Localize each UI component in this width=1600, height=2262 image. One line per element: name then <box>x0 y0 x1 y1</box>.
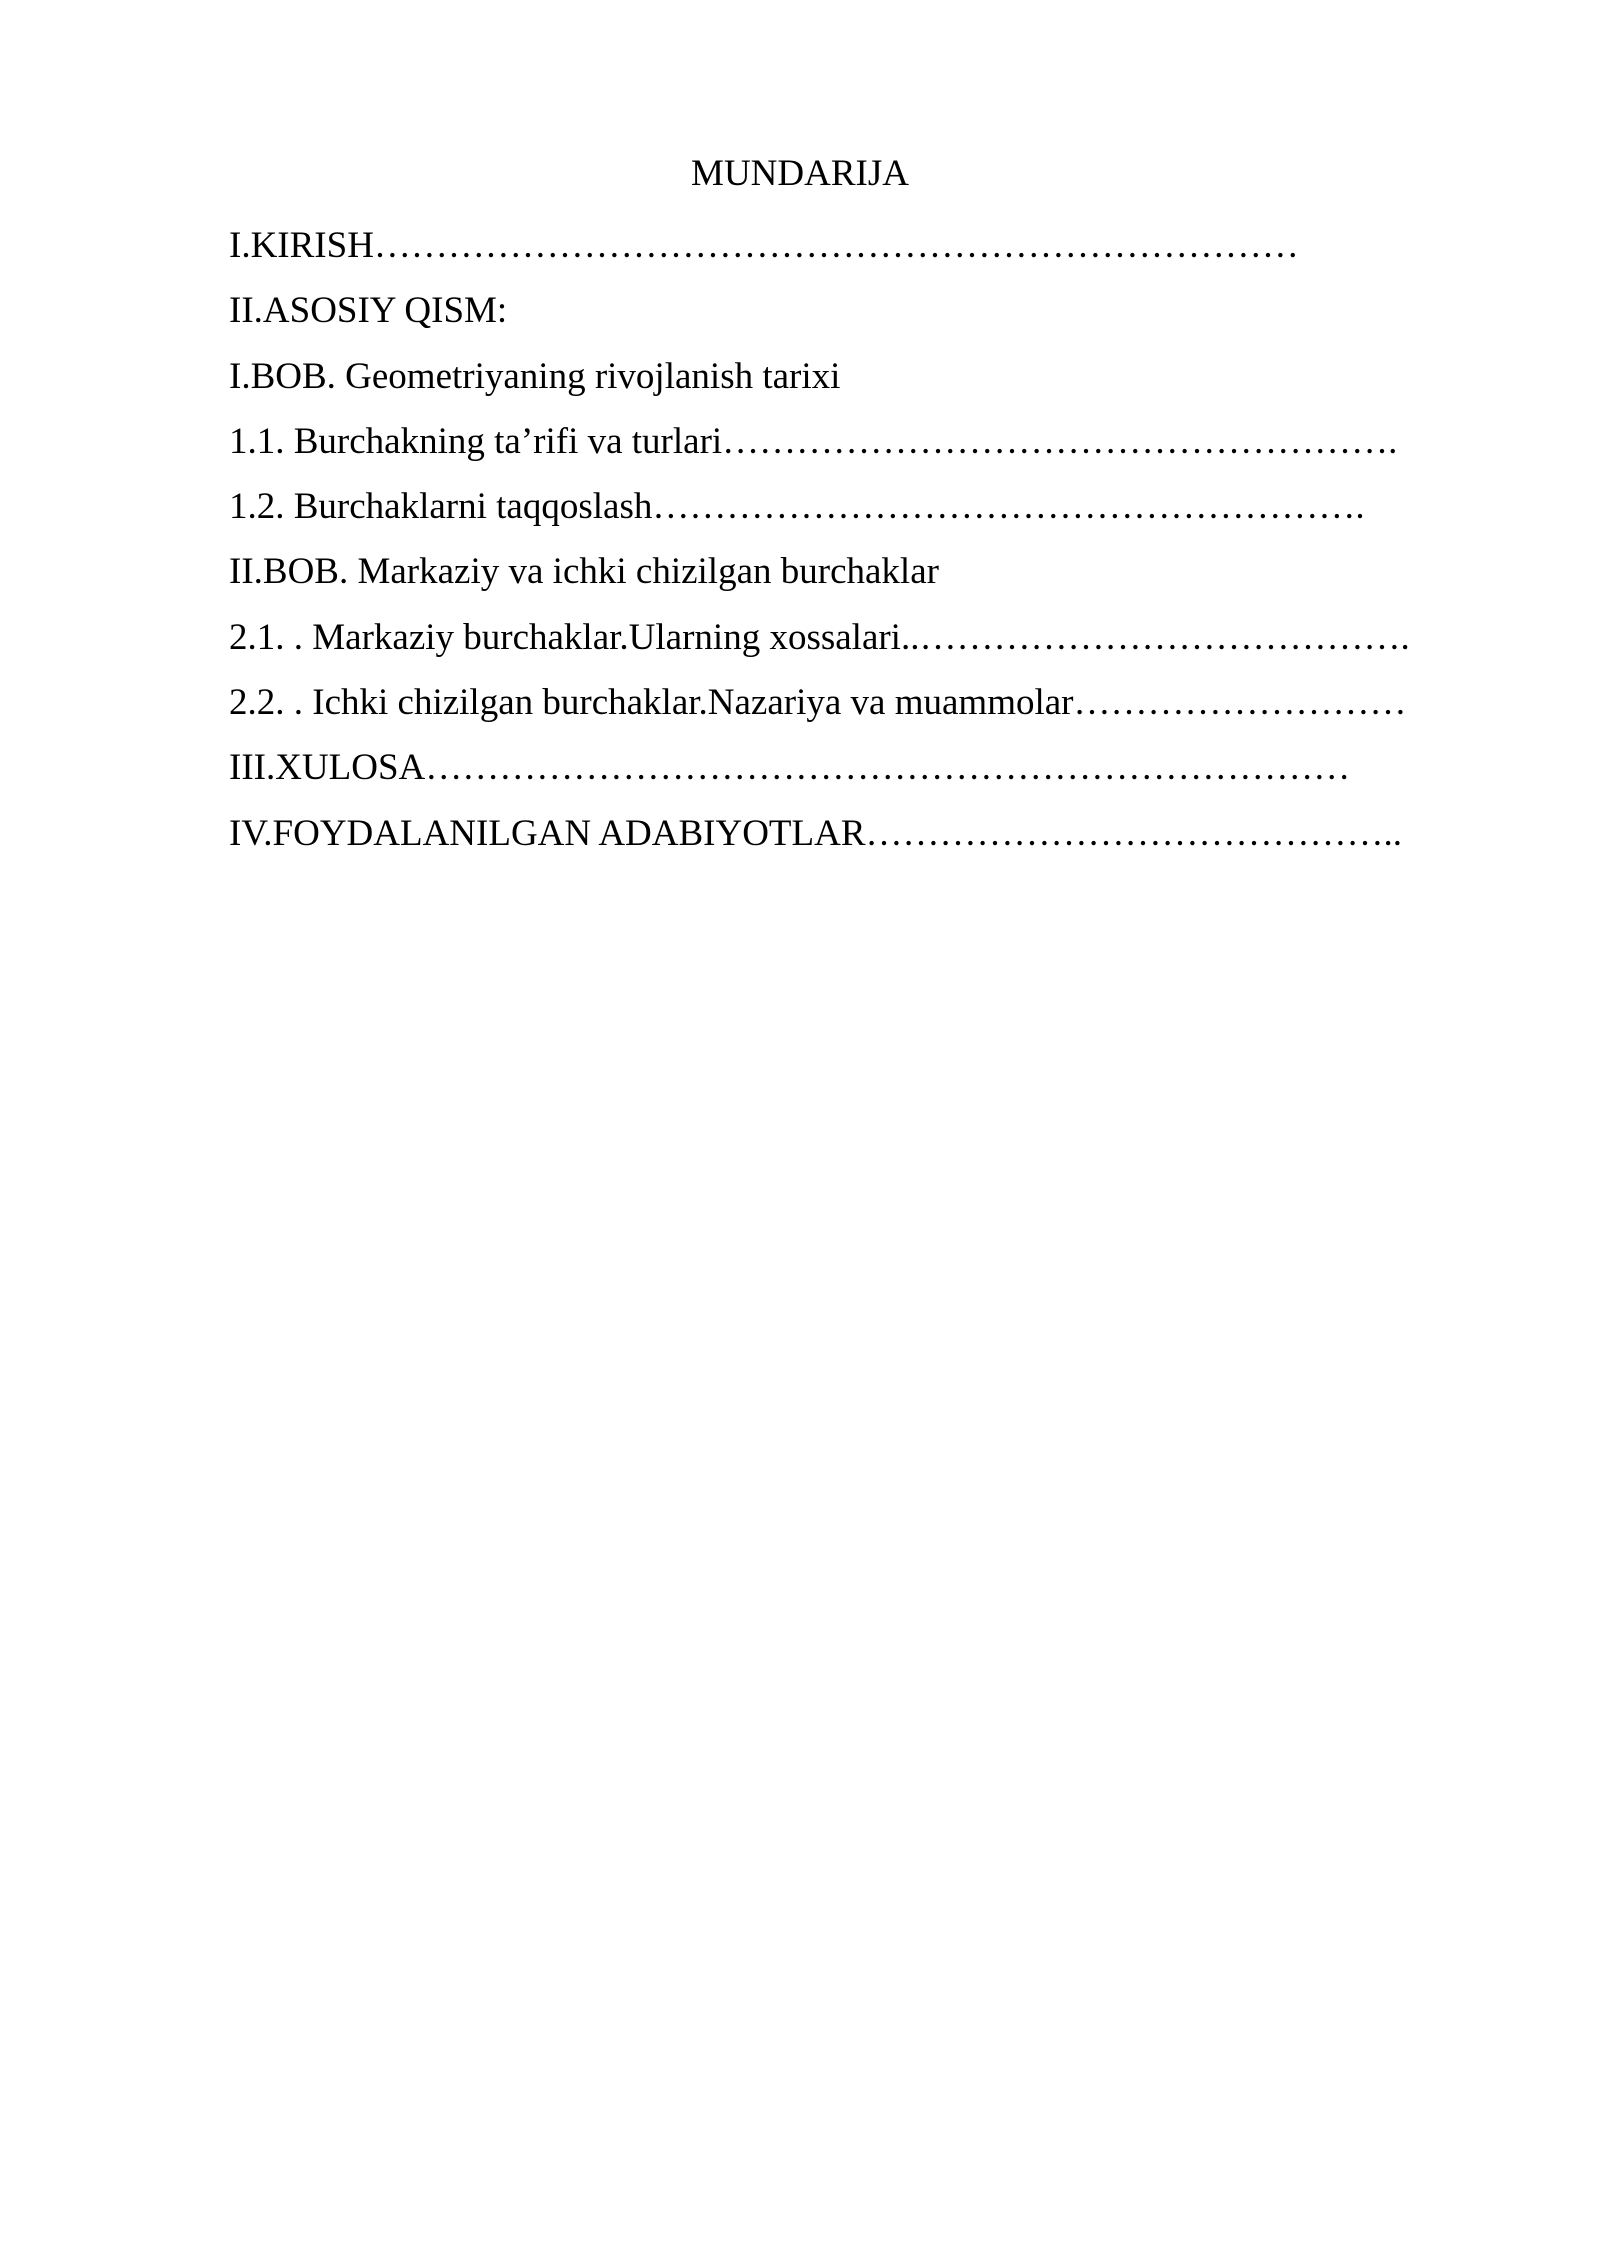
toc-item-kirish: I.KIRISH………………………………………………………………… <box>229 225 1299 266</box>
toc-item-2-1: 2.1. . Markaziy burchaklar.Ularning xossalari..…………………………………. <box>229 616 1410 658</box>
toc-item-bob-2: II.BOB. Markaziy va ichki chizilgan burchaklar <box>229 551 939 593</box>
toc-item-1-2: 1.2. Burchaklarni taqqoslash…………………………………………………. <box>229 486 1365 528</box>
toc-item-xulosa: III.XULOSA………………………………………………………………… <box>229 747 1351 789</box>
toc-item-1-1: 1.1. Burchakning ta’rifi va turlari………………………………………………. <box>229 420 1398 462</box>
page-title: MUNDARIJA <box>691 153 909 194</box>
toc-item-bob-1: I.BOB. Geometriyaning rivojlanish tarixi <box>229 355 841 397</box>
toc-item-2-2: 2.2. . Ichki chizilgan burchaklar.Nazariya va muammolar……………………… <box>229 682 1407 724</box>
table-of-contents <box>229 213 1410 866</box>
toc-item-asosiy-qism: II.ASOSIY QISM: <box>229 290 508 332</box>
toc-item-adabiyotlar: IV.FOYDALANILGAN ADABIYOTLAR…………………………………….. <box>229 812 1403 854</box>
